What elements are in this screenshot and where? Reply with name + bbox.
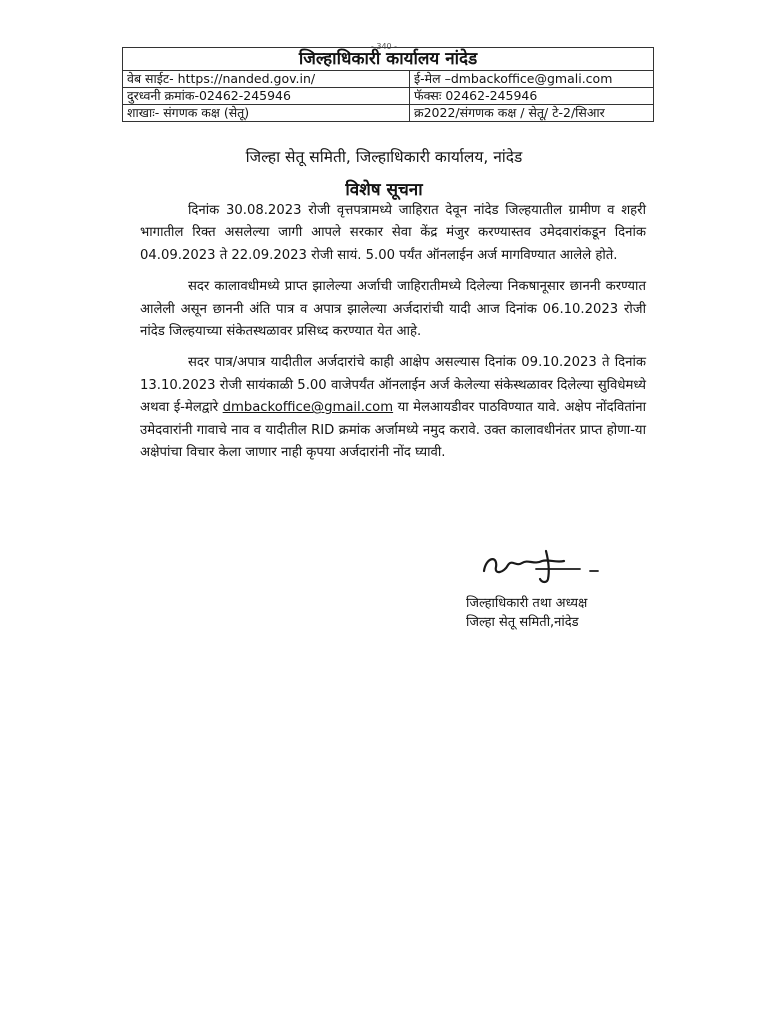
email-cell: ई-मेल –dmbackoffice@gmali.com (410, 71, 654, 88)
branch-cell: शाखाः- संगणक कक्ष (सेतू) (123, 105, 410, 122)
signatory-block (466, 594, 656, 632)
signatory-committee: जिल्हा सेतू समिती,नांदेड (466, 615, 579, 630)
paragraph-1: दिनांक 30.08.2023 रोजी वृत्तपत्रामध्ये जाहिरात देवून नांदेड जिल्हयातील ग्रामीण व शहरी भागातील रिक्त असलेल्या जागी आपले सरकार सेवा केंद्र मंजुर करण्यास्तव उमेदवारांकडून दिनांक 04.09.2023 ते 22.09.2023 रोजी सायं. 5.00 पर्यंत ऑनलाईन अर्ज मागविण्यात आलेले होते. (140, 203, 646, 263)
paragraph-3-lead: सदर पात्र/अपात्र यादीतील अर्जदारांचे काही आक्षेप असल्यास दिनांक 09.10.2023 ते दिनांक 13.10.2023 रोजी सायंकाळी 5.00 वाजेपर्यंत ऑनलाईन अर्ज केलेल्या संकेस्थळावर दिलेल्या सुविधेमध्ये अथवा ई-मेलद्वारे (140, 355, 646, 416)
reference-cell: क्र2022/संगणक कक्ष / सेतू/ टे-2/सिआर (410, 105, 654, 122)
notice-body (140, 200, 646, 464)
notice-title: विशेष सूचना (345, 180, 423, 200)
committee-heading: जिल्हा सेतू समिती, जिल्हाधिकारी कार्यालय, नांदेड (245, 148, 523, 166)
phone-cell: दुरध्वनी क्रमांक-02462-245946 (123, 88, 410, 105)
email-link[interactable]: dmbackoffice@gmail.com (222, 400, 394, 416)
website-cell: वेब साईट- https://nanded.gov.in/ (123, 71, 410, 88)
signature-icon (476, 545, 606, 585)
office-title: जिल्हाधिकारी कार्यालय नांदेड (123, 48, 654, 71)
paragraph-3 (140, 352, 646, 464)
paragraph-3-tail: या मेलआयडीवर पाठविण्यात यावे. अक्षेप नोंदवितांना उमेदवारांनी गावाचे नाव व यादीतील RID क्रमांक अर्जामध्ये नमुद करावे. उक्त कालावधीनंतर प्राप्त होणा-या अक्षेपांचा विचार केला जाणार नाही कृपया अर्जदारांनी नोंद घ्यावी. (140, 400, 646, 461)
signatory-designation: जिल्हाधिकारी तथा अध्यक्ष (466, 596, 588, 611)
fax-cell: फॅक्सः 02462-245946 (410, 88, 654, 105)
page-number: - 340 - (370, 42, 398, 51)
paragraph-2: सदर कालावधीमध्ये प्राप्त झालेल्या अर्जाची जाहिरातीमध्ये दिलेल्या निकषानूसार छाननी करण्यात आलेली असून छाननी अंति पात्र व अपात्र झालेल्या अर्जदारांची यादी आज दिनांक 06.10.2023 रोजी नांदेड जिल्हयाच्या संकेतस्थळावर प्रसिध्द करण्यात येत आहे. (140, 279, 646, 340)
letterhead-table (122, 47, 654, 122)
